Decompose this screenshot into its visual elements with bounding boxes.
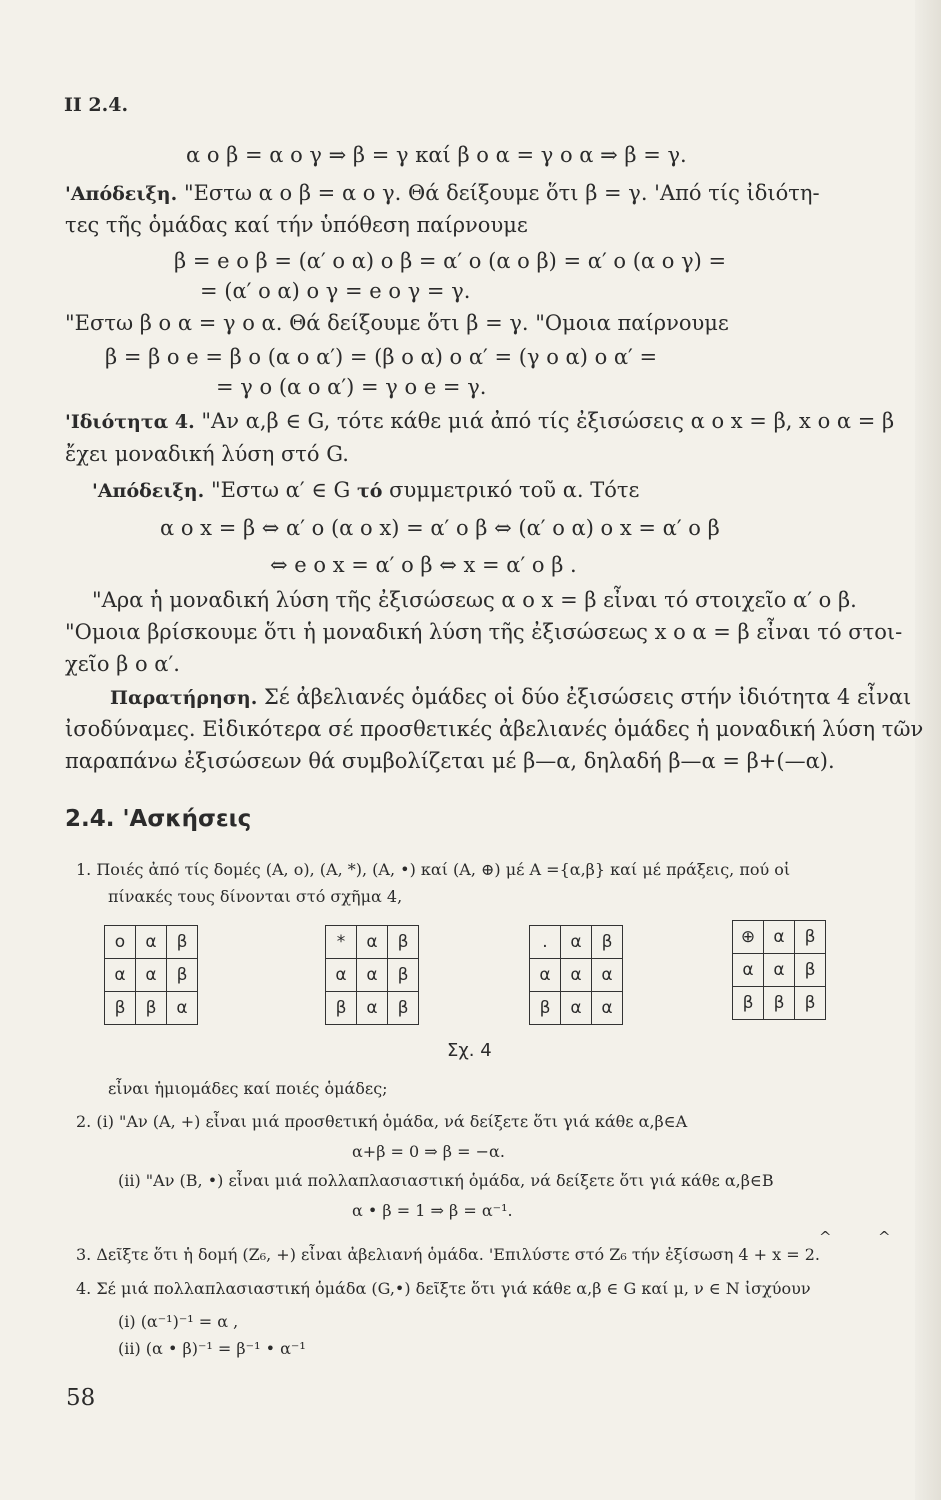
table-cell: α: [326, 959, 357, 992]
text-span: "Αν α,β ∈ G, τότε κάθε μιά ἀπό τίς ἐξισώσεις α ο x = β, x ο α = β: [201, 409, 895, 433]
equation-line: = γ ο (α ο α′) = γ ο e = γ.: [216, 375, 487, 399]
table-cell: β: [764, 987, 795, 1020]
proof-heading: 'Απόδειξη.: [92, 480, 205, 502]
operation-table-o: [104, 925, 198, 1025]
table-cell: α: [592, 992, 623, 1025]
remark-line: [110, 684, 911, 711]
text-span: "Εστω α′ ∈ G: [210, 478, 357, 502]
operation-table-dot: [529, 925, 623, 1025]
operation-table-star: [325, 925, 419, 1025]
text-span: τό: [356, 480, 383, 502]
text-line: παραπάνω ἐξισώσεων θά συμβολίζεται μέ β—α, δηλαδή β—α = β+(—α).: [65, 749, 835, 773]
exercise-formula: α • β = 1 ⇒ β = α⁻¹.: [352, 1201, 513, 1220]
text-span: "Εστω α ο β = α ο γ. Θά δείξουμε ὅτι β = γ. 'Από τίς ἰδιότη-: [183, 181, 820, 205]
page-number: 58: [66, 1385, 96, 1411]
equation-line: β = β ο e = β ο (α ο α′) = (β ο α) ο α′ = (γ ο α) ο α′ =: [105, 345, 658, 369]
exercise-1: 1. Ποιές ἀπό τίς δομές (A, o), (A, *), (A, •) καί (A, ⊕) μέ A ={α,β} καί μέ πράξεις, πού οἱ: [76, 860, 791, 879]
table-cell: β: [167, 926, 198, 959]
table-cell: β: [388, 926, 419, 959]
text-line: ἔχει μοναδική λύση στό G.: [65, 442, 349, 466]
table-cell: α: [357, 959, 388, 992]
text-line: "Ομοια βρίσκουμε ὅτι ἡ μοναδική λύση τῆς ἐξισώσεως x ο α = β εἶναι τό στοι-: [65, 620, 903, 644]
table-cell: α: [357, 926, 388, 959]
equation-line: ⇔ e ο x = α′ ο β ⇔ x = α′ ο β .: [270, 553, 577, 577]
table-cell: α: [530, 959, 561, 992]
table-cell: α: [764, 921, 795, 954]
property-line: [65, 408, 894, 435]
proof-line: [92, 477, 639, 504]
equation-line: = (α′ ο α) ο γ = e ο γ = γ.: [200, 279, 471, 303]
table-cell: β: [136, 992, 167, 1025]
page-edge-shadow: [915, 0, 941, 1500]
table-cell: β: [530, 992, 561, 1025]
table-cell: β: [592, 926, 623, 959]
table-cell: β: [795, 921, 826, 954]
table-cell: α: [136, 926, 167, 959]
table-cell: .: [530, 926, 561, 959]
figure-caption: Σχ. 4: [447, 1040, 492, 1061]
table-cell: α: [167, 992, 198, 1025]
table-cell: β: [388, 959, 419, 992]
operation-table-oplus: [732, 920, 826, 1020]
equation-line: β = e ο β = (α′ ο α) ο β = α′ ο (α ο β) = α′ ο (α ο γ) =: [174, 249, 727, 273]
proof-line: [65, 180, 820, 207]
exercise-4: 4. Σέ μιά πολλαπλασιαστική ὁμάδα (G,•) δεῖξτε ὅτι γιά κάθε α,β ∈ G καί μ, ν ∈ N ἰσχύουν: [76, 1279, 811, 1298]
exercise-3: 3. Δεῖξτε ὅτι ἡ δομή (Z₆, +) εἶναι ἀβελιανή ὁμάδα. 'Επιλύστε στό Z₆ τήν ἐξίσωση 4 + x = 2.: [76, 1245, 820, 1264]
table-cell: α: [105, 959, 136, 992]
table-cell: β: [326, 992, 357, 1025]
table-cell: α: [561, 926, 592, 959]
table-cell: β: [167, 959, 198, 992]
text-line: τες τῆς ὁμάδας καί τήν ὑπόθεση παίρνουμε: [65, 213, 528, 237]
table-cell: α: [733, 954, 764, 987]
table-cell: β: [388, 992, 419, 1025]
exercise-text: εἶναι ἡμιομάδες καί ποιές ὁμάδες;: [108, 1079, 388, 1098]
table-cell: α: [136, 959, 167, 992]
remark-heading: Παρατήρηση.: [110, 687, 258, 709]
table-cell: β: [795, 987, 826, 1020]
exercise-formula: α+β = 0 ⇒ β = −α.: [352, 1142, 505, 1161]
table-cell: β: [733, 987, 764, 1020]
table-cell: α: [592, 959, 623, 992]
text-line: "Εστω β ο α = γ ο α. Θά δείξουμε ὅτι β = γ. "Ομοια παίρνουμε: [65, 311, 729, 335]
text-span: Σέ ἀβελιανές ὁμάδες οἱ δύο ἐξισώσεις στήν ἰδιότητα 4 εἶναι: [264, 685, 912, 709]
hat-accent: ^: [878, 1228, 891, 1246]
exercise-formula: (ii) (α • β)⁻¹ = β⁻¹ • α⁻¹: [118, 1339, 306, 1358]
table-cell: α: [561, 959, 592, 992]
section-heading: 2.4. 'Ασκήσεις: [65, 806, 252, 832]
running-header: II 2.4.: [64, 94, 129, 116]
table-cell: β: [795, 954, 826, 987]
exercise-text: (ii) "Αν (B, •) εἶναι μιά πολλαπλασιαστική ὁμάδα, νά δείξετε ὅτι γιά κάθε α,β∈B: [118, 1171, 774, 1190]
text-line: χεῖο β ο α′.: [65, 652, 180, 676]
equation-line: α ο β = α ο γ ⇒ β = γ καί β ο α = γ ο α ⇒ β = γ.: [186, 143, 687, 167]
table-cell: α: [764, 954, 795, 987]
text-line: "Αρα ἡ μοναδική λύση τῆς ἐξισώσεως α ο x = β εἶναι τό στοιχεῖο α′ ο β.: [92, 588, 857, 612]
table-cell: α: [357, 992, 388, 1025]
hat-accent: ^: [819, 1228, 832, 1246]
table-cell: *: [326, 926, 357, 959]
text-line: ἰσοδύναμες. Εἰδικότερα σέ προσθετικές ἀβελιανές ὁμάδες ἡ μοναδική λύση τῶν: [65, 717, 924, 741]
table-cell: α: [561, 992, 592, 1025]
equation-line: α ο x = β ⇔ α′ ο (α ο x) = α′ ο β ⇔ (α′ ο α) ο x = α′ ο β: [160, 516, 720, 540]
exercise-text: πίνακές τους δίνονται στό σχῆμα 4,: [108, 887, 403, 906]
proof-heading: 'Απόδειξη.: [65, 183, 178, 205]
table-cell: ⊕: [733, 921, 764, 954]
exercise-2: 2. (i) "Αν (A, +) εἶναι μιά προσθετική ὁμάδα, νά δείξετε ὅτι γιά κάθε α,β∈A: [76, 1112, 688, 1131]
property-heading: 'Ιδιότητα 4.: [65, 411, 195, 433]
exercise-formula: (i) (α⁻¹)⁻¹ = α ,: [118, 1312, 239, 1331]
text-span: συμμετρικό τοῦ α. Τότε: [382, 478, 640, 502]
table-cell: o: [105, 926, 136, 959]
table-cell: β: [105, 992, 136, 1025]
